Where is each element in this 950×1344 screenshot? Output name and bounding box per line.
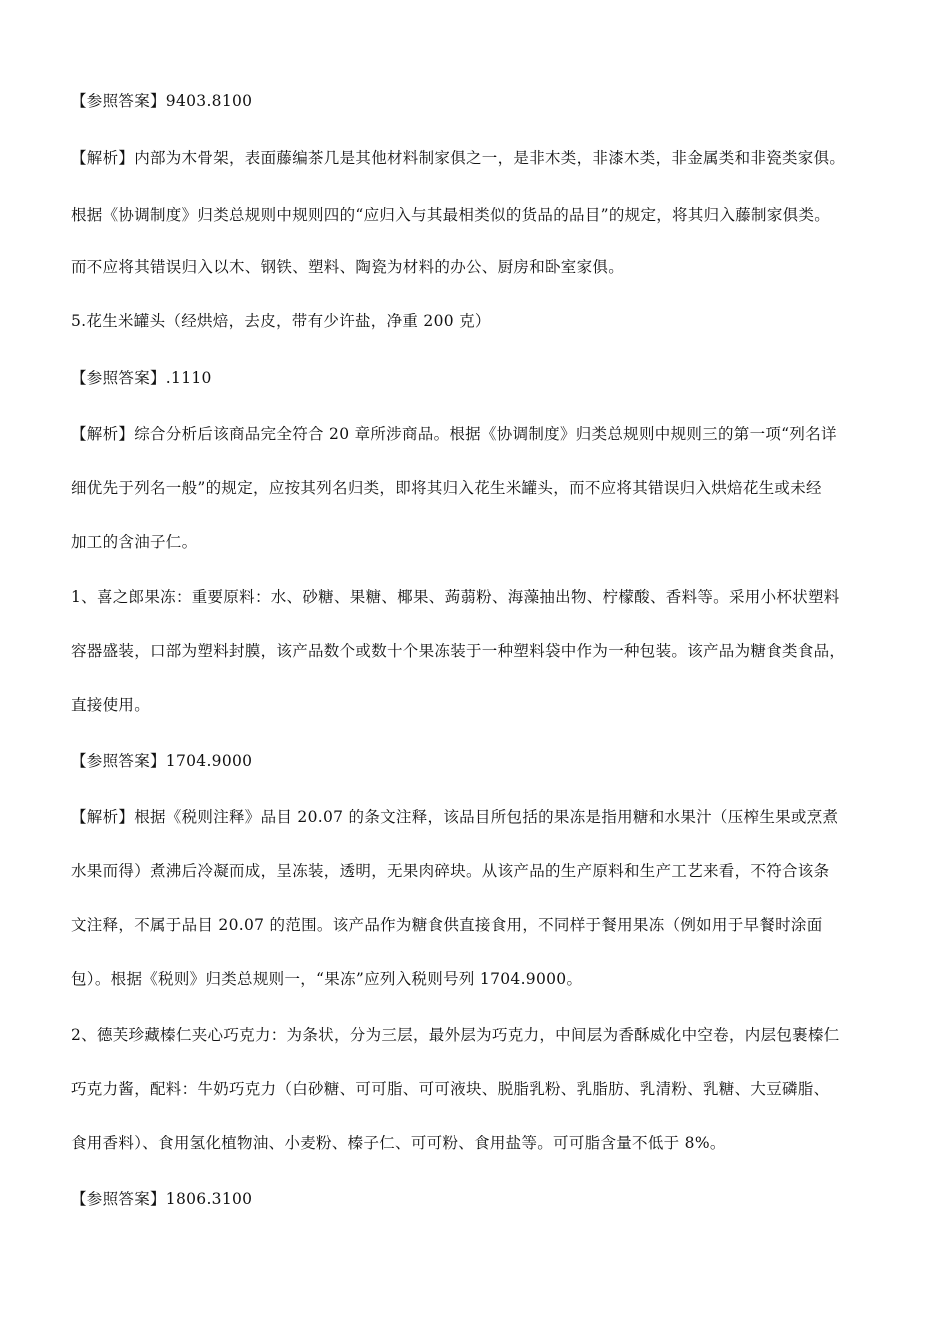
answer-line-9403: 【参照答案】9403.8100 — [71, 92, 253, 110]
analysis-line: 根据《协调制度》归类总规则中规则四的“应归入与其最相类似的货品的品目”的规定，将其归入藤制家俱类。 — [71, 206, 831, 224]
analysis-line: 包）。根据《税则》归类总规则一，“果冻”应列入税则号列 1704.9000。 — [71, 970, 583, 988]
question-line-jelly: 直接使用。 — [71, 696, 151, 714]
question-line-chocolate: 2、德芙珍藏榛仁夹心巧克力：为条状，分为三层，最外层为巧克力，中间层为香酥威化中空卷，内层包裹榛仁 — [71, 1026, 840, 1044]
analysis-line: 【解析】根据《税则注释》品目 20.07 的条文注释，该品目所包括的果冻是指用糖和水果汁（压榨生果或烹煮 — [71, 808, 839, 826]
answer-line-1704: 【参照答案】1704.9000 — [71, 752, 253, 770]
question-line-chocolate: 巧克力酱，配料：牛奶巧克力（白砂糖、可可脂、可可液块、脱脂乳粉、乳脂肪、乳清粉、乳糖、大豆磷脂、 — [71, 1080, 830, 1098]
analysis-line: 水果而得）煮沸后冷凝而成，呈冻装，透明，无果肉碎块。从该产品的生产原料和生产工艺来看，不符合该条 — [71, 862, 830, 880]
question-line-chocolate: 食用香料）、食用氢化植物油、小麦粉、榛子仁、可可粉、食用盐等。可可脂含量不低于 8%。 — [71, 1134, 726, 1152]
analysis-line: 而不应将其错误归入以木、钢铁、塑料、陶瓷为材料的办公、厨房和卧室家俱。 — [71, 258, 625, 276]
answer-line-1110: 【参照答案】.1110 — [71, 369, 212, 387]
question-line-peanut: 5.花生米罐头（经烘焙，去皮，带有少许盐，净重 200 克） — [71, 312, 491, 330]
question-line-jelly: 1、喜之郎果冻：重要原料：水、砂糖、果糖、椰果、蒟蒻粉、海藻抽出物、柠檬酸、香料等。采用小杯状塑料 — [71, 588, 840, 606]
analysis-line: 加工的含油子仁。 — [71, 533, 198, 551]
analysis-line: 细优先于列名一般”的规定，应按其列名归类，即将其归入花生米罐头，而不应将其错误归入烘焙花生或未经 — [71, 479, 822, 497]
answer-line-1806: 【参照答案】1806.3100 — [71, 1190, 253, 1208]
analysis-line: 【解析】综合分析后该商品完全符合 20 章所涉商品。根据《协调制度》归类总规则中规则三的第一项“列名详 — [71, 425, 837, 443]
question-line-jelly: 容器盛装，口部为塑料封膜，该产品数个或数十个果冻装于一种塑料袋中作为一种包装。该产品为糖食类食品， — [71, 642, 846, 660]
analysis-line: 【解析】内部为木骨架，表面藤编茶几是其他材料制家俱之一，是非木类，非漆木类，非金属类和非瓷类家俱。 — [71, 149, 846, 167]
analysis-line: 文注释，不属于品目 20.07 的范围。该产品作为糖食供直接食用，不同样于餐用果冻（例如用于早餐时涂面 — [71, 916, 823, 934]
